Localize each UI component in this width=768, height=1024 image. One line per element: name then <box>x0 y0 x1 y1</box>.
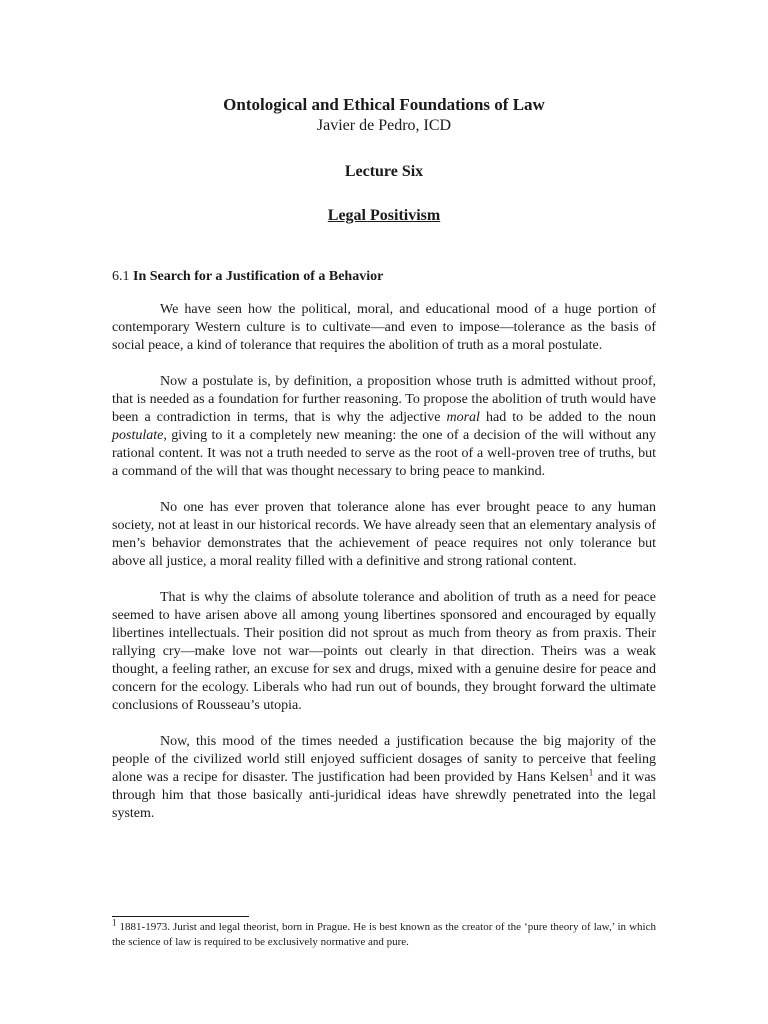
paragraph-3: No one has ever proven that tolerance alone has ever brought peace to any human society, not at least in our historical records. We have already seen that an elementary analysis of men’s behavior demonstrates that the achievement of peace requires not only tolerance but above all justice, a moral reality filled with a definitive and strong rational content. <box>112 500 656 569</box>
paragraph-5-part-a: Now, this mood of the times needed a justification because the big majority of the people of the civilized world still enjoyed sufficient dosages of sanity to perceive that feeling alone was a recipe for disaster. The justification had been provided by Hans Kelsen <box>112 734 656 785</box>
paragraph-4: That is why the claims of absolute tolerance and abolition of truth as a need for peace seemed to have arisen above all among young libertines sponsored and encouraged by equally libertines intellectuals. Their position did not sprout as much from theory as from praxis. Their rallying cry—make love not war—points out clearly in that direction. Theirs was a weak thought, a feeling rather, an excuse for sex and drugs, mixed with a genuine desire for peace and concern for the ecology. Liberals who had run out of bounds, they brought forward the ultimate conclusions of Rousseau’s utopia. <box>112 590 656 713</box>
paragraph-1: We have seen how the political, moral, and educational mood of a huge portion of contemporary Western culture is to cultivate—and even to impose—tolerance as the basis of social peace, a kind of tolerance that requires the abolition of truth as a moral postulate. <box>112 302 656 353</box>
footnote <box>112 917 656 950</box>
document-title: Ontological and Ethical Foundations of Law <box>223 95 545 114</box>
section-title: In Search for a Justification of a Behavior <box>133 269 384 284</box>
footnote-marker: 1 <box>112 917 117 928</box>
footnote-text: 1881-1973. Jurist and legal theorist, born in Prague. He is best known as the creator of the ‘pure theory of law,’ in which the science of law is required to be exclusively normative and pure. <box>112 921 656 948</box>
paragraph-2 <box>112 373 656 481</box>
paragraph-2-part-c: , giving to it a completely new meaning: the one of a decision of the will without any rational content. It was not a truth needed to serve as the root of a well-proven tree of truths, but a command of the will that was thought necessary to bring peace to mankind. <box>112 428 656 479</box>
section-number: 6.1 <box>112 269 130 284</box>
paragraph-5 <box>112 733 656 823</box>
emphasis-moral: moral <box>446 410 480 425</box>
document-page <box>112 88 656 823</box>
emphasis-postulate: postulate <box>112 428 164 443</box>
lecture-subject: Legal Positivism <box>327 207 441 224</box>
paragraph-2-part-a: Now a postulate is, by definition, a proposition whose truth is admitted without proof, that is needed as a foundation for further reasoning. To propose the abolition of truth would have been a contradiction in terms, that is why the adjective <box>112 374 656 425</box>
section-heading <box>112 268 656 286</box>
footnote-reference: 1 <box>588 767 594 778</box>
document-author: Javier de Pedro, ICD <box>316 117 452 134</box>
lecture-number: Lecture Six <box>344 163 424 180</box>
paragraph-2-part-b: had to be added to the noun <box>479 410 656 425</box>
footnote-divider <box>112 916 249 917</box>
paragraph-5-part-b: and it was through him that those basically anti-juridical ideas have shrewdly penetrated into the legal system. <box>112 770 656 821</box>
